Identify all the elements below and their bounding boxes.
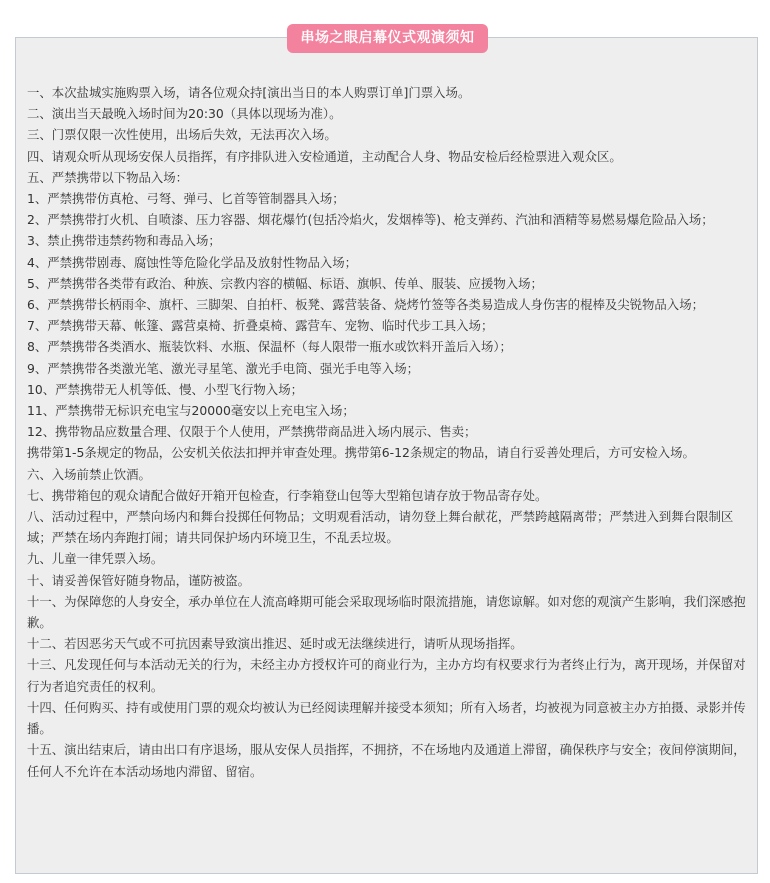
notice-line: 十、请妥善保管好随身物品，谨防被盗。	[27, 572, 251, 588]
notice-line: 1、严禁携带仿真枪、弓弩、弹弓、匕首等管制器具入场；	[27, 191, 345, 207]
notice-line: 十三、凡发现任何与本活动无关的行为，未经主办方授权许可的商业行为，主办方均有权要求行为者终止行为，离开现场，并保留对行为者追究责任的权利。	[27, 657, 746, 694]
notice-line: 6、严禁携带长柄雨伞、旗杆、三脚架、自拍杆、板凳、露营装备、烧烤竹签等各类易造成人身伤害的棍棒及尖锐物品入场；	[27, 297, 704, 313]
notice-line: 8、严禁携带各类酒水、瓶装饮料、水瓶、保温杯（每人限带一瓶水或饮料开盖后入场）；	[27, 339, 512, 355]
notice-line: 5、严禁携带各类带有政治、种族、宗教内容的横幅、标语、旗帜、传单、服装、应援物入场；	[27, 275, 543, 291]
notice-line: 12、携带物品应数量合理、仅限于个人使用，严禁携带商品进入场内展示、售卖；	[27, 424, 477, 440]
notice-line: 二、演出当天最晚入场时间为20:30（具体以现场为准）。	[27, 106, 342, 122]
notice-line: 三、门票仅限一次性使用，出场后失效，无法再次入场。	[27, 127, 337, 143]
notice-line: 十五、演出结束后，请由出口有序退场，服从安保人员指挥，不拥挤，不在场地内及通道上滞留，确保秩序与安全；夜间停演期间，任何人不允许在本活动场地内滞留、留宿。	[27, 742, 746, 779]
notice-line: 九、儿童一律凭票入场。	[27, 551, 164, 567]
notice-content	[27, 82, 751, 782]
notice-line: 八、活动过程中，严禁向场内和舞台投掷任何物品；文明观看活动，请勿登上舞台献花，严禁跨越隔离带；严禁进入到舞台限制区域；严禁在场内奔跑打闹；请共同保护场内环境卫生，不乱丢垃圾。	[27, 509, 734, 546]
notice-line: 4、严禁携带剧毒、腐蚀性等危险化学品及放射性物品入场；	[27, 254, 358, 270]
notice-line: 十二、若因恶劣天气或不可抗因素导致演出推迟、延时或无法继续进行，请听从现场指挥。	[27, 636, 523, 652]
notice-line: 10、严禁携带无人机等低、慢、小型飞行物入场；	[27, 381, 303, 397]
notice-line: 五、严禁携带以下物品入场：	[27, 169, 189, 185]
notice-line: 2、严禁携带打火机、自喷漆、压力容器、烟花爆竹(包括冷焰火，发烟棒等)、枪支弹药、汽油和酒精等易燃易爆危险品入场；	[27, 212, 714, 228]
notice-line: 七、携带箱包的观众请配合做好开箱开包检查，行李箱登山包等大型箱包请存放于物品寄存处。	[27, 487, 548, 503]
notice-line: 一、本次盐城实施购票入场，请各位观众持[演出当日的本人购票订单]门票入场。	[27, 85, 471, 100]
notice-line: 六、入场前禁止饮酒。	[27, 466, 151, 482]
notice-title: 串场之眼启幕仪式观演须知	[287, 24, 488, 53]
notice-line: 7、严禁携带天幕、帐篷、露营桌椅、折叠桌椅、露营车、宠物、临时代步工具入场；	[27, 318, 494, 334]
notice-line: 11、严禁携带无标识充电宝与20000毫安以上充电宝入场；	[27, 403, 355, 419]
notice-line: 十一、为保障您的人身安全，承办单位在人流高峰期可能会采取现场临时限流措施，请您谅解。如对您的观演产生影响，我们深感抱歉。	[27, 593, 746, 631]
notice-line: 携带第1-5条规定的物品，公安机关依法扣押并审查处理。携带第6-12条规定的物品，请自行妥善处理后，方可安检入场。	[27, 445, 695, 461]
notice-line: 十四、任何购买、持有或使用门票的观众均被认为已经阅读理解并接受本须知；所有入场者，均被视为同意被主办方拍摄、录影并传播。	[27, 699, 746, 737]
notice-line: 9、严禁携带各类激光笔、激光寻星笔、激光手电筒、强光手电等入场；	[27, 360, 419, 376]
notice-line: 四、请观众听从现场安保人员指挥，有序排队进入安检通道，主动配合人身、物品安检后经检票进入观众区。	[27, 148, 622, 164]
notice-line: 3、禁止携带违禁药物和毒品入场；	[27, 233, 221, 249]
